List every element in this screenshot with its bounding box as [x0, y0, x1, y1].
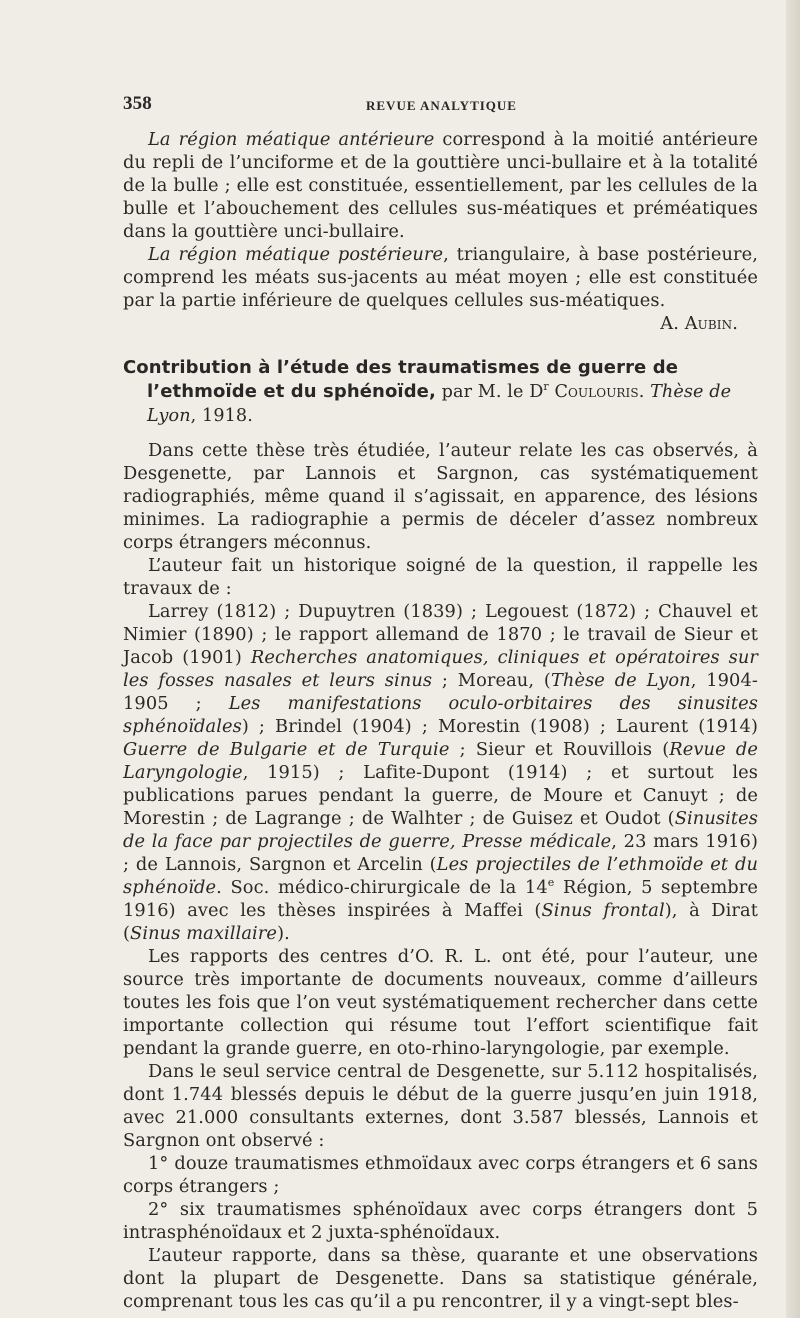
bibliography-paragraph	[123, 600, 758, 945]
paragraph: Les rapports des centres d’O. R. L. ont été, pour l’auteur, une source très importante de documents nouveaux, comme d’ailleurs toutes les fois que l’on veut systématiquement rechercher dans cette importante collection qui résume tout l’effort scientifique fait pendant la grande guerre, en oto-rhino-laryngologie, par exemple.	[123, 946, 758, 1059]
thesis-ref: Thèse de Lyon	[147, 382, 732, 426]
article-review	[123, 356, 758, 1313]
text-run: Région, 5 septembre 1916) avec les thèses inspirées à Maffei (	[123, 877, 758, 921]
text-run: , 23 mars 1916) ; de Lannois, Sargnon et Arcelin (	[123, 831, 758, 875]
text-run: ; Sieur et Rouvillois (	[449, 739, 670, 760]
text-run: ) ; Brindel (1904) ; Morestin (1908) ; Laurent (1914)	[241, 716, 758, 737]
text-run: ; Moreau, (	[432, 670, 551, 691]
italic-title: Recherches anatomiques, cliniques et opératoires sur les fosses nasales et leurs sinus	[123, 647, 758, 691]
author-name: Coulouris.	[548, 382, 651, 402]
paragraph	[123, 243, 758, 312]
reviewer-signature: A. Aubin.	[660, 313, 738, 334]
text-run: , triangulaire, à base postérieure, comprend les méats sus-jacents au méat moyen ; elle est constituée par la partie inférieure de quelques cellules sus-méatiques.	[123, 244, 758, 311]
text-run: correspond à la moitié antérieure du repli de l’unciforme et de la gouttière unci-bullaire et à la totalité de la bulle ; elle est constituée, essentiellement, par les cellules de la bulle et l’abouchement des cellules sus-méatiques et préméatiques dans la gouttière unci-bullaire.	[123, 129, 758, 242]
text-run: , 1904-1905 ;	[123, 670, 758, 714]
italic-term: La région méatique postérieure	[148, 244, 444, 265]
italic-title: Les projectiles de l’ethmoïde et du sphénoïde	[123, 854, 759, 898]
text-run: ), à Dirat (	[123, 900, 758, 944]
title-bold: Contribution à l’étude des traumatismes de guerre de l’ethmoïde et du sphénoïde,	[123, 357, 679, 402]
italic-title: Sinus frontal	[541, 900, 665, 921]
paragraph	[123, 128, 758, 243]
running-header	[123, 92, 758, 114]
superscript: e	[547, 876, 555, 890]
paragraph: Dans cette thèse très étudiée, l’auteur relate les cas observés, à Desgenette, par Lannois et Sargnon, cas systématiquement radiographiés, même quand il s’agissait, en apparence, des lésions minimes. La radiographie a permis de déceler d’assez nombreux corps étrangers méconnus.	[123, 440, 758, 553]
italic-title: Guerre de Bulgarie et de Turquie	[123, 739, 450, 760]
text-run: ).	[277, 923, 290, 944]
superscript: r	[543, 380, 549, 394]
previous-review-end	[123, 128, 758, 335]
italic-title: Revue de Laryngologie	[123, 739, 758, 783]
paragraph: L’auteur rapporte, dans sa thèse, quarante et une observations dont la plupart de Desgenette. Dans sa statistique générale, comprenant tous les cas qu’il a pu rencontrer, il y a vingt-sept bles-	[123, 1245, 758, 1312]
text-run: . Soc. médico-chirurgicale de la 14	[216, 877, 548, 898]
list-item: 2° six traumatismes sphénoïdaux avec corps étrangers dont 5 intrasphénoïdaux et 2 juxta-sphénoïdaux.	[123, 1199, 758, 1243]
list-item: 1° douze traumatismes ethmoïdaux avec corps étrangers et 6 sans corps étrangers ;	[123, 1153, 758, 1197]
byline-text: par M. le D	[435, 382, 544, 402]
paragraph: Dans le seul service central de Desgenette, sur 5.112 hospitalisés, dont 1.744 blessés depuis le début de la guerre jusqu’en juin 1918, avec 21.000 consultants externes, dont 3.587 blessés, Lannois et Sargnon ont observé :	[123, 1061, 758, 1151]
italic-title: Thèse de Lyon	[550, 670, 691, 691]
text-run: , 1915) ; Lafite-Dupont (1914) ; et surtout les publications parues pendant la guerre, de Moure et Canuyt ; de Morestin ; de Lagrange ; de Walhter ; de Guisez et Oudot (	[123, 762, 758, 829]
italic-title: Sinusites de la face par projectiles de guerre, Presse médicale	[123, 808, 758, 852]
article-title	[123, 356, 758, 428]
paragraph: L’auteur fait un historique soigné de la question, il rappelle les travaux de :	[123, 555, 758, 599]
running-title: REVUE ANALYTIQUE	[366, 98, 517, 113]
text-run: Larrey (1812) ; Dupuytren (1839) ; Legouest (1872) ; Chauvel et Nimier (1890) ; le rapport allemand de 1870 ; le travail de Sieur et Jacob (1901)	[123, 601, 758, 668]
italic-title: Les manifestations oculo-orbitaires des sinusites sphénoïdales	[123, 693, 758, 737]
thesis-year: , 1918.	[190, 406, 253, 426]
italic-title: Sinus maxillaire	[130, 923, 278, 944]
page-number: 358	[123, 93, 152, 114]
page-edge-shadow	[786, 0, 800, 1318]
italic-term: La région méatique antérieure	[148, 129, 435, 150]
